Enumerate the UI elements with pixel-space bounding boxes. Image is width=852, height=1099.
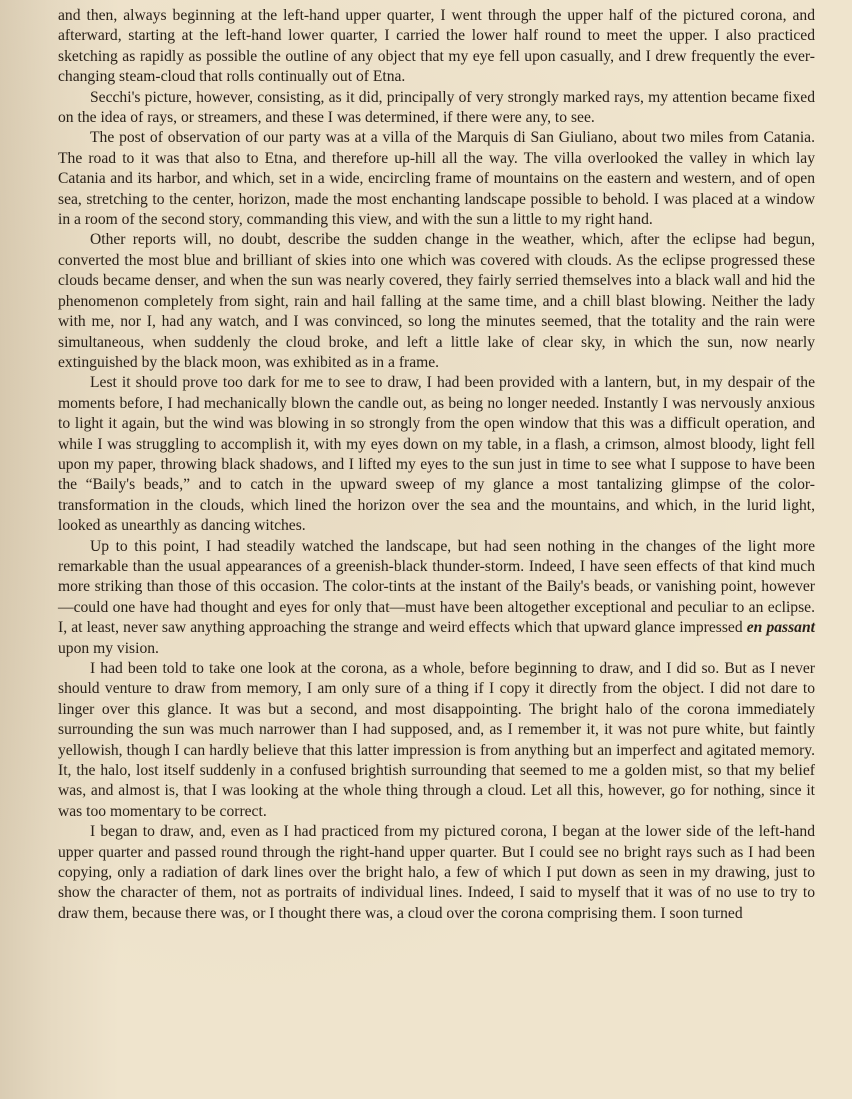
paragraph-7-text: I had been told to take one look at the corona, as a whole, before beginning to draw, and I did so. But as I never should venture to draw from memory, I am only sure of a thing if I copy it directly from the object. I did not dare to linger over this glance. It was but a second, and most disappointing. The bright halo of the corona immediately surrounding the sun was much narrower than I had supposed, and, as I remember it, it was not pure white, but faintly yellowish, though I can hardly believe that this latter impression is from anything but an imperfect and agitated memory. It, the halo, lost itself suddenly in a confused brightish surrounding that seemed to me a golden mist, so that my belief was, and almost is, that I was looking at the whole thing through a cloud. Let all this, however, go for nothing, since it was too momentary to be correct.	[58, 660, 815, 820]
paragraph-7	[58, 659, 815, 822]
paragraph-1-text: and then, always beginning at the left-hand upper quarter, I went through the upper half of the pictured corona, and afterward, starting at the left-hand lower quarter, I carried the lower half round to meet the upper. I also practiced sketching as rapidly as possible the outline of any object that my eye fell upon casually, and I drew frequently the ever-changing steam-cloud that rolls continually out of Etna.	[58, 7, 815, 86]
paragraph-3	[58, 128, 815, 230]
paragraph-6-text: Up to this point, I had steadily watched the landscape, but had seen nothing in the changes of the light more remarkable than the usual appearances of a greenish-black thunder-storm. Indeed, I have seen effects of that kind much more striking than those of this occasion. The color-tints at the instant of the Baily's beads, or vanishing point, however—could one have had thought and eyes for only that—must have been altogether exceptional and peculiar to an eclipse. I, at least, never saw anything approaching the strange and weird effects which that upward glance impressed	[58, 537, 815, 637]
paragraph-3-text: The post of observation of our party was at a villa of the Marquis di San Giuliano, about two miles from Catania. The road to it was that also to Etna, and therefore up-hill all the way. The villa overlooked the valley in which lay Catania and its harbor, and which, set in a wide, encircling frame of mountains on the eastern and western, and of open sea, stretching to the center, horizon, made the most enchanting landscape possible to behold. I was placed at a window in a room of the second story, commanding this view, and with the sun a little to my right hand.	[58, 129, 815, 229]
paragraph-2-text: Secchi's picture, however, consisting, as it did, principally of very strongly marked rays, my attention became fixed on the idea of rays, or streamers, and these I was determined, if there were any, to see.	[58, 88, 815, 127]
paragraph-1	[58, 6, 815, 88]
page-text	[58, 6, 815, 924]
paragraph-4-text: Other reports will, no doubt, describe the sudden change in the weather, which, after the eclipse had begun, converted the most blue and brilliant of skies into one which was covered with clouds. As the eclipse progressed these clouds became denser, and when the sun was nearly covered, they fairly serried themselves into a black wall and hid the phenomenon completely from sight, rain and hail falling at the same time, and a chill blast blowing. Neither the lady with me, nor I, had any watch, and I was convinced, so long the minutes seemed, that the totality and the rain were simultaneous, when suddenly the cloud broke, and left a little lake of clear sky, in which the sun, now nearly extinguished by the black moon, was exhibited as in a frame.	[58, 231, 815, 371]
paragraph-6-text-end: upon my vision.	[58, 639, 159, 657]
paragraph-8	[58, 822, 815, 924]
paragraph-2	[58, 88, 815, 129]
paragraph-8-text: I began to draw, and, even as I had practiced from my pictured corona, I began at the lower side of the left-hand upper quarter and passed round through the right-hand upper quarter. But I could see no bright rays such as I had been copying, only a radiation of dark lines over the bright halo, a few of which I put down as seen in my drawing, just to show the character of them, not as portraits of individual lines. Indeed, I said to myself that it was of no use to try to draw them, because there was, or I thought there was, a cloud over the corona comprising them. I soon turned	[58, 823, 815, 922]
paragraph-4	[58, 230, 815, 373]
paragraph-5	[58, 373, 815, 536]
paragraph-6-emphasis: en passant	[746, 619, 815, 637]
paragraph-5-text: Lest it should prove too dark for me to see to draw, I had been provided with a lantern, but, in my despair of the moments before, I had mechanically blown the candle out, as being no longer needed. Instantly I was nervously anxious to light it again, but the wind was blowing in so strongly from the open window that this was a difficult operation, and while I was struggling to accomplish it, with my eyes down on my table, in a flash, a crimson, almost bloody, light fell upon my paper, throwing black shadows, and I lifted my eyes to the sun just in time to see what I suppose to have been the “Baily's beads,” and to catch in the upward sweep of my glance a most tantalizing glimpse of the color-transformation in the clouds, which lined the horizon over the sea and the mountains, and which, in the lurid light, looked as unearthly as dancing witches.	[58, 374, 815, 535]
paragraph-6	[58, 537, 815, 659]
